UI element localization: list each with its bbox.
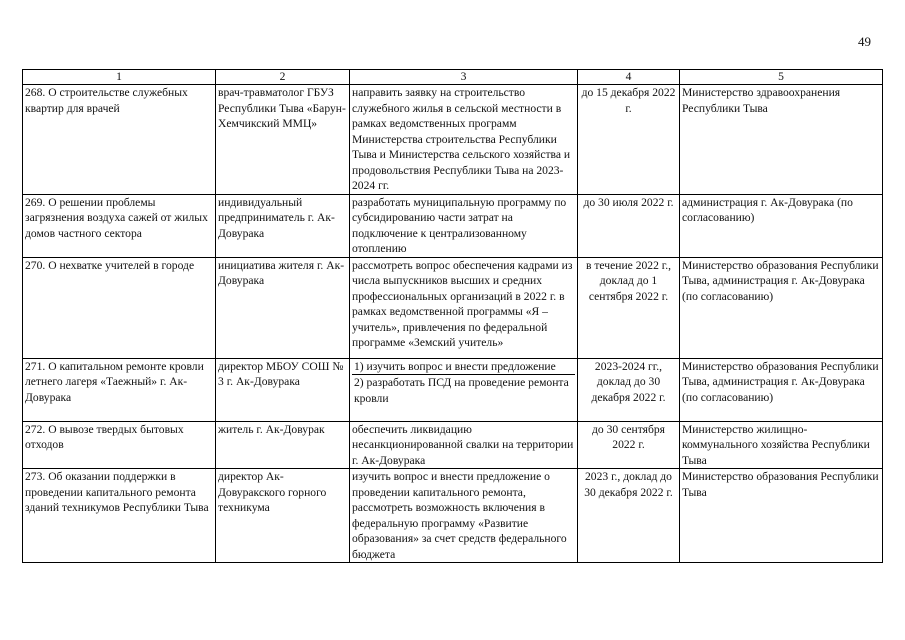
column-header: 2 — [216, 70, 350, 85]
responsible-cell: администрация г. Ак-Довурака (по согласованию) — [680, 194, 883, 257]
page-number: 49 — [858, 34, 871, 49]
topic-cell: 268. О строительстве служебных квартир для врачей — [23, 85, 216, 195]
topic-cell: 269. О решении проблемы загрязнения воздуха сажей от жилых домов частного сектора — [23, 194, 216, 257]
applicant-cell: инициатива жителя г. Ак-Довурака — [216, 257, 350, 358]
table-row — [23, 257, 883, 358]
table-row — [23, 421, 883, 469]
action-cell — [350, 358, 578, 421]
responsible-cell: Министерство здравоохранения Республики Тыва — [680, 85, 883, 195]
applicant-cell: житель г. Ак-Довурак — [216, 421, 350, 469]
action-cell: направить заявку на строительство служебного жилья в сельской местности в рамках ведомственных программ Министерства строительства Республики Тыва и Министерства сельского хозяйства и продовольствия Республики Тыва на 2023-2024 гг. — [350, 85, 578, 195]
deadline-cell: до 30 сентября 2022 г. — [578, 421, 680, 469]
topic-cell: 273. Об оказании поддержки в проведении капитального ремонта зданий техникумов Республики Тыва — [23, 469, 216, 563]
column-header: 5 — [680, 70, 883, 85]
deadline-cell: в течение 2022 г., доклад до 1 сентября 2022 г. — [578, 257, 680, 358]
responsible-cell: Министерство образования Республики Тыва, администрация г. Ак-Довурака (по согласованию) — [680, 358, 883, 421]
topic-cell: 271. О капитальном ремонте кровли летнего лагеря «Таежный» г. Ак-Довурака — [23, 358, 216, 421]
deadline-cell: до 15 декабря 2022 г. — [578, 85, 680, 195]
action-cell: изучить вопрос и внести предложение о проведении капитального ремонта, рассмотреть возможность включения в федеральную программу «Развитие образования» за счет средств федерального бюджета — [350, 469, 578, 563]
applicant-cell: индивидуальный предприниматель г. Ак-Довурака — [216, 194, 350, 257]
deadline-cell: 2023-2024 гг., доклад до 30 декабря 2022 г. — [578, 358, 680, 421]
topic-cell: 270. О нехватке учителей в городе — [23, 257, 216, 358]
responsible-cell: Министерство образования Республики Тыва, администрация г. Ак-Довурака (по согласованию) — [680, 257, 883, 358]
responsible-cell: Министерство образования Республики Тыва — [680, 469, 883, 563]
table-row — [23, 358, 883, 421]
applicant-cell: директор МБОУ СОШ № 3 г. Ак-Довурака — [216, 358, 350, 421]
decisions-table — [22, 69, 883, 563]
table-row — [23, 194, 883, 257]
column-header: 1 — [23, 70, 216, 85]
action-item-2: 2) разработать ПСД на проведение ремонта кровли — [354, 376, 569, 405]
applicant-cell: директор Ак-Довуракского горного техникума — [216, 469, 350, 563]
table-header-row — [23, 70, 883, 85]
action-cell: обеспечить ликвидацию несанкционированной свалки на территории г. Ак-Довурака — [350, 421, 578, 469]
action-cell: разработать муниципальную программу по субсидированию части затрат на подключение к централизованному отоплению — [350, 194, 578, 257]
table-row — [23, 85, 883, 195]
topic-cell: 272. О вывозе твердых бытовых отходов — [23, 421, 216, 469]
responsible-cell: Министерство жилищно-коммунального хозяйства Республики Тыва — [680, 421, 883, 469]
action-cell: рассмотреть вопрос обеспечения кадрами из числа выпускников высших и средних профессиональных организаций в 2022 г. в рамках ведомственной программы «Я – учитель», привлечения по федеральной программе «Земский учитель» — [350, 257, 578, 358]
column-header: 3 — [350, 70, 578, 85]
applicant-cell: врач-травматолог ГБУЗ Республики Тыва «Барун-Хемчикский ММЦ» — [216, 85, 350, 195]
table-row — [23, 469, 883, 563]
deadline-cell: до 30 июля 2022 г. — [578, 194, 680, 257]
deadline-cell: 2023 г., доклад до 30 декабря 2022 г. — [578, 469, 680, 563]
action-item-1: 1) изучить вопрос и внести предложение — [352, 359, 575, 376]
column-header: 4 — [578, 70, 680, 85]
